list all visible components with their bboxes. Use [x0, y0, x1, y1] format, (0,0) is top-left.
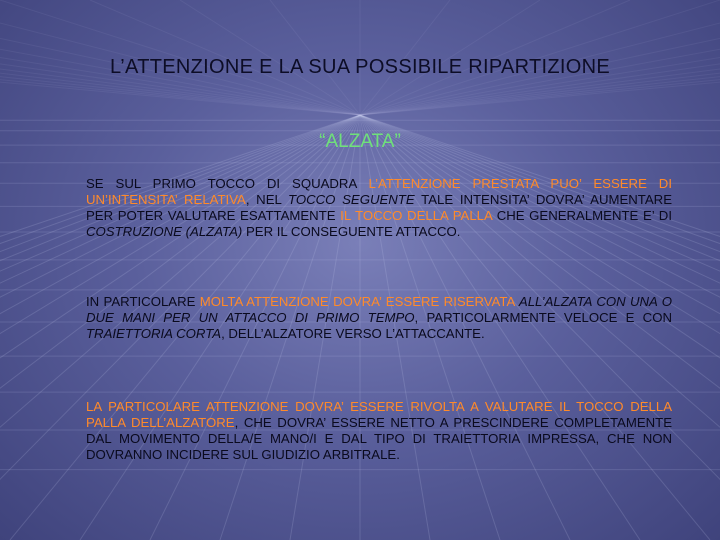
paragraph-3 — [86, 399, 672, 463]
paragraph-1-segment-2: L’ATTENZIONE PRESTATA PUO’ ESSERE DI UN’INTENSITA’ RELATIVA — [86, 176, 672, 207]
paragraph-1-segment-5: TALE INTENSITA’ DOVRA’ AUMENTARE PER POTER VALUTARE ESATTAMENTE — [86, 192, 672, 223]
paragraph-2-segment-2: MOLTA ATTENZIONE DOVRA’ ESSERE RISERVATA — [199, 294, 515, 309]
paragraph-2-segment-5: , PARTICOLARMENTE VELOCE E CON — [414, 310, 672, 325]
paragraph-3-segment-2: , CHE DOVRA’ ESSERE NETTO A PRESCINDERE COMPLETAMENTE DAL MOVIMENTO DELLA/E MANO/I E DAL TIPO DI TRAIETTORIA IMPRESSA, CHE NON DOVRANNO INCIDERE SUL GIUDIZIO ARBITRALE. — [86, 415, 672, 462]
paragraph-2 — [86, 294, 672, 342]
paragraph-1 — [86, 176, 672, 240]
paragraph-1-segment-9: PER IL CONSEGUENTE ATTACCO. — [242, 224, 461, 239]
paragraph-1-segment-3: , NEL — [245, 192, 289, 207]
slide-subtitle: “ALZATA” — [319, 131, 401, 152]
paragraph-3-segment-1: LA PARTICOLARE ATTENZIONE DOVRA’ ESSERE RIVOLTA A VALUTARE IL TOCCO DELLA PALLA DELL’ALZATORE — [86, 399, 672, 430]
paragraph-1-segment-1: SE SUL PRIMO TOCCO DI SQUADRA — [86, 176, 369, 191]
paragraph-2-segment-4: ALL’ALZATA CON UNA O DUE MANI PER UN ATTACCO DI PRIMO TEMPO — [86, 294, 672, 325]
slide-title: L’ATTENZIONE E LA SUA POSSIBILE RIPARTIZIONE — [109, 56, 610, 78]
paragraph-1-segment-4: TOCCO SEGUENTE — [288, 192, 415, 207]
paragraph-2-segment-7: , DELL’ALZATORE VERSO L’ATTACCANTE. — [221, 326, 485, 341]
paragraph-1-segment-6: IL TOCCO DELLA PALLA — [340, 208, 493, 223]
paragraph-2-segment-6: TRAIETTORIA CORTA — [86, 326, 222, 341]
paragraph-1-segment-7: CHE GENERALMENTE E’ DI — [492, 208, 672, 223]
paragraph-2-segment-1: IN PARTICOLARE — [86, 294, 200, 309]
paragraph-1-segment-8: COSTRUZIONE (ALZATA) — [86, 224, 243, 239]
